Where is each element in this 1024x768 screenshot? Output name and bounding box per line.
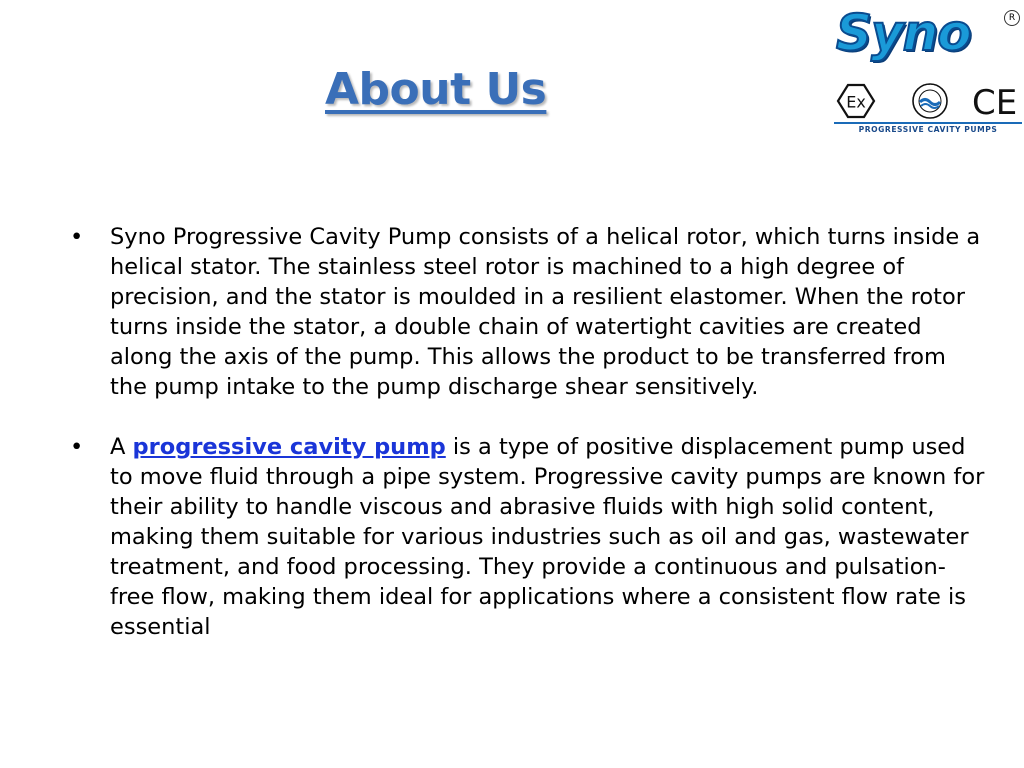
bullet-item	[68, 432, 988, 642]
registered-mark: R	[1004, 10, 1020, 26]
ex-label: Ex	[846, 92, 866, 112]
iso-seal-icon	[913, 84, 947, 118]
bullet-marker: •	[70, 434, 84, 460]
ce-mark-icon	[972, 83, 1017, 120]
syno-logo	[832, 4, 1022, 140]
bullet-text: Syno Progressive Cavity Pump consists of a helical rotor, which turns inside a helical stator. The stainless steel rotor is machined to a high degree of precision, and the stator is moulded in a resilient elastomer. When the rotor turns inside the stator, a double chain of watertight cavities are created along the axis of the pump. This allows the product to be transferred from the pump intake to the pump discharge shear sensitively.	[110, 224, 981, 400]
ex-mark-icon	[838, 85, 874, 117]
bullet-text-prefix: A	[110, 434, 133, 460]
ce-label: CE	[972, 83, 1018, 120]
logo-tagline: PROGRESSIVE CAVITY PUMPS	[834, 122, 1022, 138]
about-bullet-list	[68, 222, 988, 672]
brand-wordmark: Syno	[836, 4, 971, 62]
page-title: About Us	[325, 64, 547, 115]
bullet-text-suffix: is a type of positive displacement pump used to move fluid through a pipe system. Progressive cavity pumps are known for their ability to handle viscous and abrasive fluids with high solid content, making them suitable for various industries such as oil and gas, wastewater treatment, and food processing. They provide a continuous and pulsation-free flow, making them ideal for applications where a consistent flow rate is essential	[110, 434, 985, 640]
progressive-cavity-pump-link[interactable]: progressive cavity pump	[132, 434, 446, 460]
bullet-item	[68, 222, 988, 402]
bullet-marker: •	[70, 224, 84, 250]
certification-icons	[834, 82, 1022, 120]
